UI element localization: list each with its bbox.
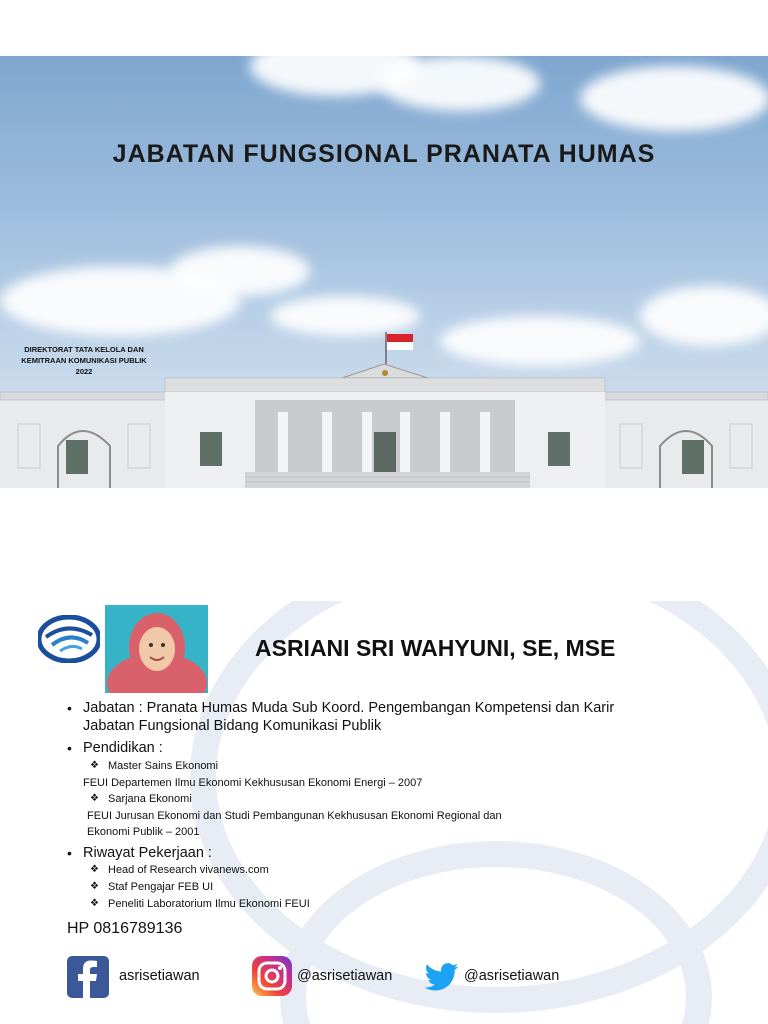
jabatan-line-1: Jabatan : Pranata Humas Muda Sub Koord. Pengembangan Kompetensi dan Karir <box>83 700 615 716</box>
riwayat-label: Riwayat Pekerjaan : <box>83 845 212 861</box>
slide-title: JABATAN FUNGSIONAL PRANATA HUMAS <box>112 140 656 168</box>
kominfo-logo <box>38 615 100 663</box>
twitter-handle[interactable]: @asrisetiawan <box>464 968 560 984</box>
twitter-icon[interactable] <box>425 963 459 991</box>
palace-illustration <box>0 56 768 488</box>
edu-2-detail-2: Ekonomi Publik – 2001 <box>87 826 200 838</box>
person-name: ASRIANI SRI WAHYUNI, SE, MSE <box>255 635 616 661</box>
diamond-bullet-icon: ❖ <box>90 864 99 875</box>
job-3: Peneliti Laboratorium Ilmu Ekonomi FEUI <box>108 898 310 910</box>
org-line-2: KEMITRAAN KOMUNIKASI PUBLIK <box>21 356 147 365</box>
profile-photo <box>105 605 208 693</box>
edu-2-detail-1: FEUI Jurusan Ekonomi dan Studi Pembangunan Kekhususan Ekonomi Regional dan <box>87 810 502 822</box>
pendidikan-label: Pendidikan : <box>83 740 163 756</box>
jabatan-line-2: Jabatan Fungsional Bidang Komunikasi Publik <box>83 718 382 734</box>
edu-2-degree: Sarjana Ekonomi <box>108 793 192 805</box>
instagram-handle[interactable]: @asrisetiawan <box>297 968 393 984</box>
facebook-icon[interactable] <box>67 956 109 998</box>
phone-number: HP 0816789136 <box>67 920 183 937</box>
edu-1-detail: FEUI Departemen Ilmu Ekonomi Kekhususan Ekonomi Energi – 2007 <box>83 777 423 789</box>
bullet-icon: • <box>67 845 72 861</box>
edu-1-degree: Master Sains Ekonomi <box>108 760 219 772</box>
diamond-bullet-icon: ❖ <box>90 881 99 892</box>
diamond-bullet-icon: ❖ <box>90 898 99 909</box>
facebook-handle[interactable]: asrisetiawan <box>119 968 200 984</box>
diamond-bullet-icon: ❖ <box>90 760 99 771</box>
bullet-icon: • <box>67 700 72 716</box>
org-line-1: DIREKTORAT TATA KELOLA DAN <box>24 345 144 354</box>
org-year: 2022 <box>75 367 93 376</box>
diamond-bullet-icon: ❖ <box>90 793 99 804</box>
profile-slide <box>0 601 768 1024</box>
instagram-icon[interactable] <box>252 956 292 996</box>
job-1: Head of Research vivanews.com <box>108 864 269 876</box>
title-slide <box>0 56 768 488</box>
bullet-icon: • <box>67 740 72 756</box>
job-2: Staf Pengajar FEB UI <box>108 881 214 893</box>
